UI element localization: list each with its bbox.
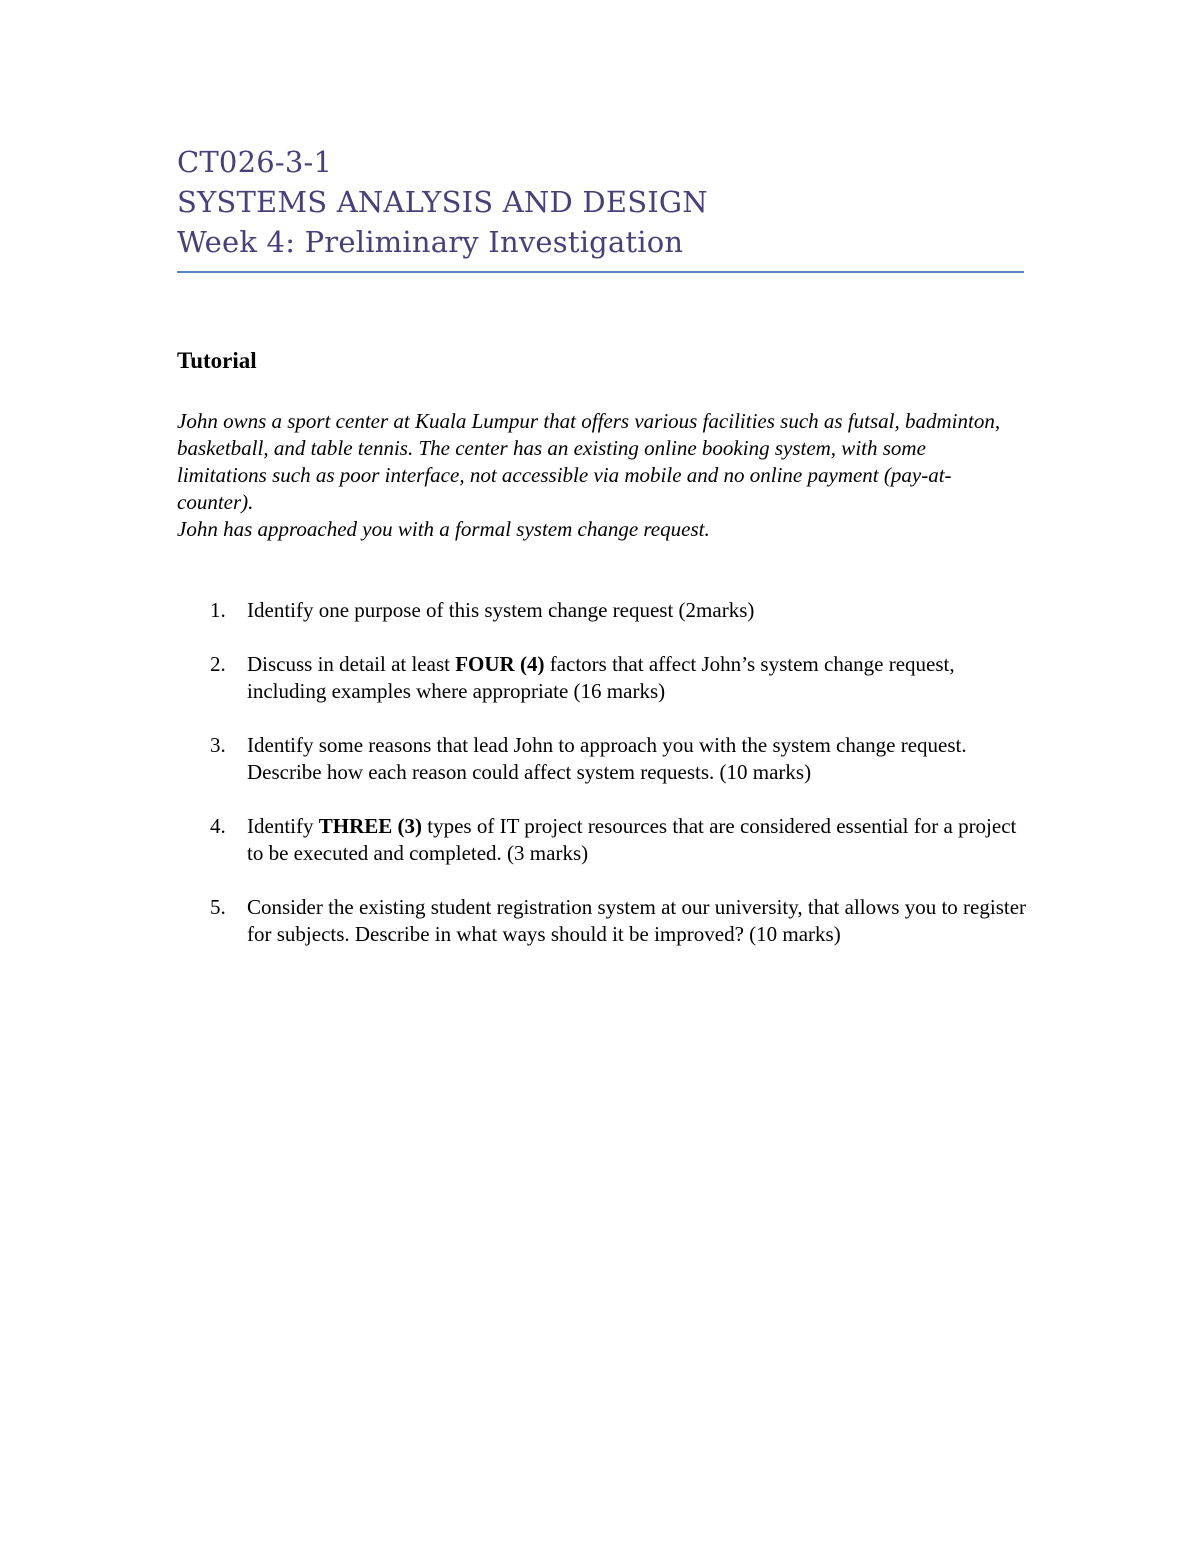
question-item-5 xyxy=(177,894,1037,948)
question-text-continued: types of IT project resources that are considered essential for a project to be executed and completed. (3 marks) xyxy=(247,814,1017,865)
week-title: Week 4: Preliminary Investigation xyxy=(177,225,684,259)
question-text-continued: factors that affect John’s system change request, including examples where appropriate (16 marks) xyxy=(247,652,955,703)
question-item-4 xyxy=(177,813,1037,867)
question-item-3 xyxy=(177,732,1037,786)
question-number: 4. xyxy=(210,814,226,838)
course-title: SYSTEMS ANALYSIS AND DESIGN xyxy=(177,185,708,219)
question-text: Identify some reasons that lead John to approach you with the system change request. Describe how each reason could affect system requests. (10 marks) xyxy=(247,733,967,784)
question-text: Identify xyxy=(247,814,319,838)
question-number: 5. xyxy=(210,895,226,919)
question-item-2 xyxy=(177,651,1037,705)
scenario-text xyxy=(177,408,1007,543)
course-code: CT026-3-1 xyxy=(177,145,333,179)
question-text: Discuss in detail at least xyxy=(247,652,456,676)
question-item-1 xyxy=(177,597,1037,624)
question-number: 1. xyxy=(210,598,226,622)
question-number: 2. xyxy=(210,652,226,676)
question-emphasis: THREE (3) xyxy=(318,814,422,838)
question-number: 3. xyxy=(210,733,226,757)
section-title: Tutorial xyxy=(177,348,257,373)
scenario-paragraph-2: John has approached you with a formal system change request. xyxy=(177,517,710,541)
question-text: Identify one purpose of this system change request (2marks) xyxy=(247,598,755,622)
question-list xyxy=(177,597,1037,975)
document-header xyxy=(177,142,1024,262)
header-divider xyxy=(177,271,1024,273)
question-text: Consider the existing student registration system at our university, that allows you to register for subjects. Describe in what ways should it be improved? (10 marks) xyxy=(247,895,1027,946)
scenario-paragraph-1: John owns a sport center at Kuala Lumpur that offers various facilities such as futsal, badminton, basketball, and table tennis. The center has an existing online booking system, with some limitations such as poor interface, not accessible via mobile and no online payment (pay-at-counter). xyxy=(177,409,1001,514)
question-emphasis: FOUR (4) xyxy=(455,652,545,676)
